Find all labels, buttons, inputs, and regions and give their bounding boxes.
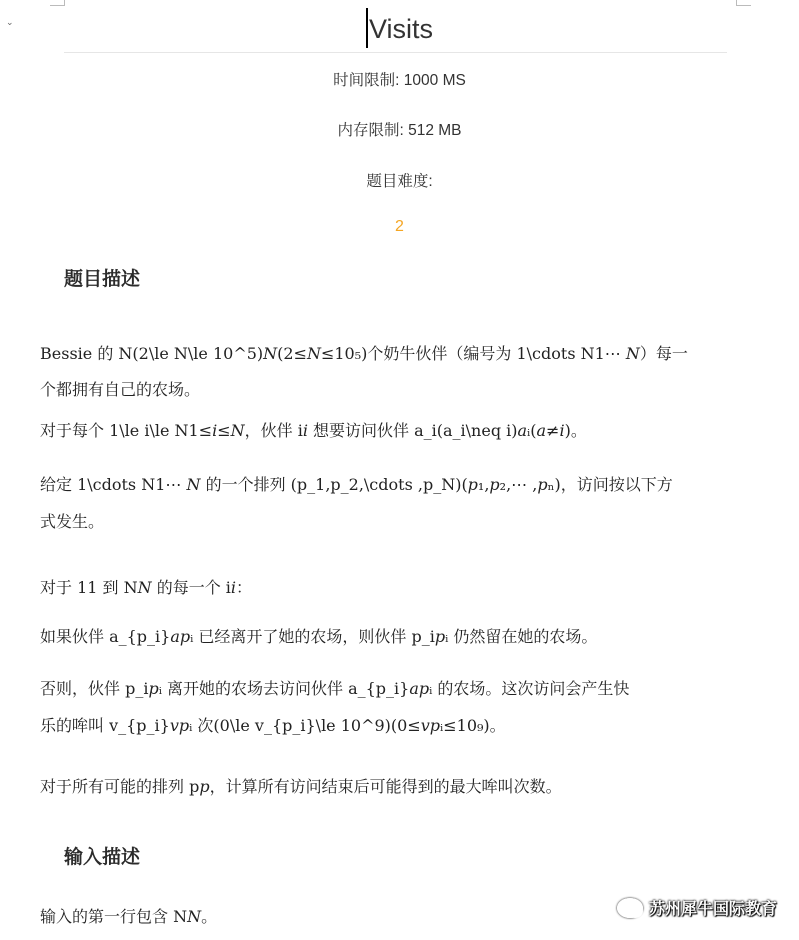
description-line: 式发生。 bbox=[40, 512, 105, 531]
description-paragraph-3 bbox=[40, 466, 740, 540]
description-line: 否则，伙伴 p_i𝑝ᵢ 离开她的农场去访问伙伴 a_{p_i}𝑎𝑝ᵢ 的农场。这次访问会产生快 bbox=[40, 679, 630, 698]
description-paragraph-4 bbox=[40, 570, 740, 606]
input-heading: 输入描述 bbox=[64, 846, 141, 868]
collapse-arrow-icon[interactable]: ⌄ bbox=[6, 18, 14, 28]
description-line: 对于所有可能的排列 p𝑝，计算所有访问结束后可能得到的最大哞叫次数。 bbox=[40, 777, 562, 796]
description-heading: 题目描述 bbox=[64, 268, 141, 290]
description-line: 对于每个 1\le i\le N1≤𝑖≤𝑁，伙伴 i𝑖 想要访问伙伴 a_i(a_i\neq i)𝑎ᵢ(𝑎≠𝑖)。 bbox=[40, 421, 587, 440]
page-corner-mark-left bbox=[50, 0, 65, 6]
description-line: 乐的哞叫 v_{p_i}𝑣𝑝ᵢ 次(0\le v_{p_i}\le 10^9)(0≤𝑣𝑝ᵢ≤10₉)。 bbox=[40, 716, 506, 735]
description-line: Bessie 的 N(2\le N\le 10^5)𝑁(2≤𝑁≤10₅)个奶牛伙伴（编号为 1\cdots N1⋯ 𝑁）每一 bbox=[40, 344, 688, 363]
description-paragraph-5 bbox=[40, 619, 740, 655]
problem-title-text: Visits bbox=[368, 14, 434, 44]
problem-title[interactable] bbox=[0, 8, 799, 48]
description-line: 对于 11 到 N𝑁 的每一个 i𝑖： bbox=[40, 578, 253, 597]
watermark bbox=[617, 896, 777, 919]
description-line: 给定 1\cdots N1⋯ 𝑁 的一个排列 (p_1,p_2,\cdots ,p_N)(𝑝₁,𝑝₂,⋯ ,𝑝ₙ)，访问按以下方 bbox=[40, 475, 673, 494]
description-line: 如果伙伴 a_{p_i}𝑎𝑝ᵢ 已经离开了她的农场，则伙伴 p_i𝑝ᵢ 仍然留在她的农场。 bbox=[40, 627, 598, 646]
input-line: 输入的第一行包含 N𝑁。 bbox=[40, 907, 218, 926]
description-paragraph-2 bbox=[40, 413, 740, 449]
memory-limit: 内存限制: 512 MB bbox=[337, 122, 462, 139]
description-paragraph-6 bbox=[40, 670, 740, 744]
page-corner-mark-right bbox=[736, 0, 751, 6]
description-line: 个都拥有自己的农场。 bbox=[40, 380, 201, 399]
difficulty-value: 2 bbox=[395, 218, 404, 235]
title-divider bbox=[64, 52, 727, 53]
time-limit: 时间限制: 1000 MS bbox=[333, 72, 466, 89]
description-paragraph-1 bbox=[40, 336, 740, 408]
text-caret bbox=[366, 8, 368, 48]
description-paragraph-7 bbox=[40, 769, 740, 805]
wechat-icon bbox=[617, 898, 643, 918]
difficulty-label: 题目难度: bbox=[366, 173, 433, 190]
watermark-text: 苏州犀牛国际教育 bbox=[648, 899, 777, 918]
